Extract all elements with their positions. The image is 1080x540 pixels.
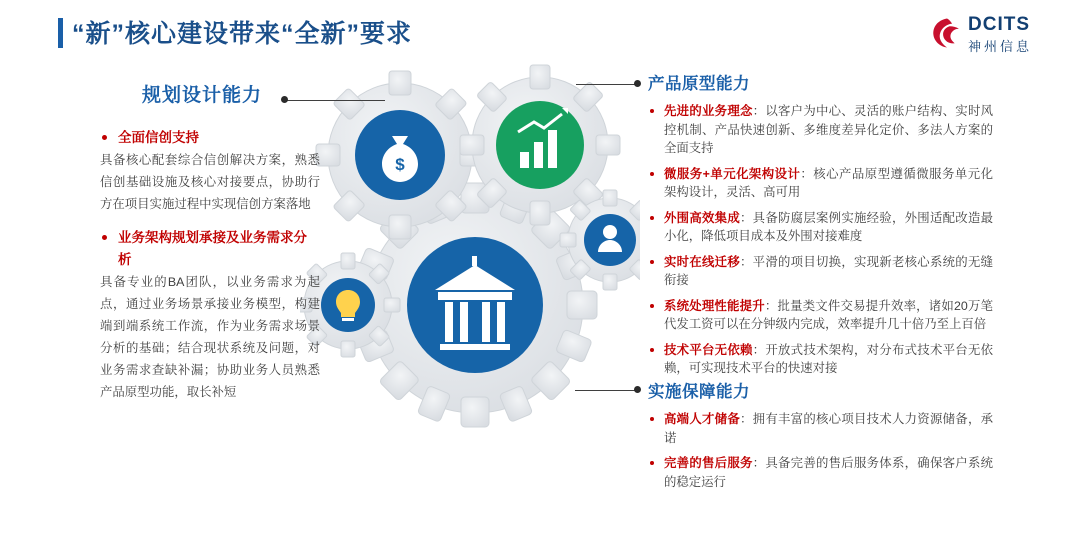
bullet-dot-icon: [650, 216, 654, 220]
product-item-3: [648, 209, 993, 246]
product-item-6-text: ：开放式技术架构，对分布式技术平台无依赖，可实现技术平台的快速对接: [664, 342, 994, 375]
page-title: “新”核心建设带来“全新”要求: [72, 20, 413, 48]
product-item-1-text: ：以客户为中心、灵活的账户结构、实时风控机制、产品快速创新、多维度差异化定价、多法人方案的全面支持: [664, 104, 994, 155]
product-item-2-bold: 微服务+单元化架构设计: [664, 166, 801, 181]
title-accent-bar: [58, 18, 63, 48]
product-item-5-bold: 系统处理性能提升: [664, 298, 765, 313]
left-item-1-title: [100, 127, 320, 149]
implementation-item-1-bold: 高端人才储备: [664, 412, 740, 426]
left-item-1: [100, 127, 320, 215]
bullet-dot-icon: [650, 260, 654, 264]
bullet-dot-icon: [650, 172, 654, 176]
bullet-dot-icon: [650, 461, 654, 465]
connector-bottom-right-node: [634, 386, 641, 393]
bullet-dot-icon: [650, 304, 654, 308]
left-item-2-body: 具备专业的BA团队，以业务需求为起点，通过业务场景承接业务模型，构建端到端系统工作流，作为业务需求场景分析的基础；结合现状系统及问题，对业务需求查缺补漏；协助业务人员熟悉产品原型功能，取长补短: [100, 275, 320, 399]
left-item-2-title-text: 业务架构规划承接及业务需求分析: [118, 230, 307, 267]
product-item-6: [648, 341, 993, 378]
section-product-prototype-heading: 产品原型能力: [648, 75, 750, 93]
left-item-2-title: [100, 227, 320, 271]
product-item-5-text: ：批量类文件交易提升效率，诸如20万笔代发工资可以在分钟级内完成，效率提升几十倍乃至上百倍: [664, 298, 993, 331]
section-implementation-guarantee: [648, 378, 993, 498]
product-item-5: [648, 297, 993, 334]
implementation-item-2-text: ：具备完善的售后服务体系，确保客户系统的稳定运行: [664, 456, 994, 489]
svg-text:$: $: [395, 155, 405, 174]
left-item-1-title-text: 全面信创支持: [118, 130, 199, 145]
connector-top-right-node: [634, 80, 641, 87]
left-item-1-body: 具备核心配套综合信创解决方案，熟悉信创基础设施及核心对接要点，协助行方在项目实施过程中实现信创方案落地: [100, 153, 320, 211]
logo-text-cn: 神州信息: [968, 39, 1033, 54]
product-item-6-bold: 技术平台无依赖: [664, 342, 753, 357]
implementation-item-1-text: ：拥有丰富的核心项目技术人力资源储备，承诺: [664, 412, 994, 445]
left-column: [100, 80, 320, 415]
person-badge-icon: [584, 214, 636, 266]
bar-chart-growth-icon: [496, 101, 584, 189]
product-item-1: [648, 102, 993, 158]
implementation-item-1: [648, 410, 993, 447]
lightbulb-icon: [321, 278, 375, 332]
gears-diagram: [300, 60, 640, 480]
bullet-dot-icon: [650, 348, 654, 352]
product-item-2: [648, 165, 993, 202]
connector-bottom-right: [575, 390, 638, 391]
brand-logo: [930, 14, 1060, 56]
logo-text-en: DCITS: [968, 14, 1030, 35]
section-product-prototype: [648, 70, 993, 385]
section-implementation-heading: 实施保障能力: [648, 383, 750, 401]
bullet-dot-icon: [650, 417, 654, 421]
bullet-dot-icon: [102, 135, 107, 140]
left-heading: 规划设计能力: [142, 85, 263, 106]
bullet-dot-icon: [102, 235, 107, 240]
left-item-2: [100, 227, 320, 403]
implementation-item-2-bold: 完善的售后服务: [664, 456, 753, 470]
product-item-1-bold: 先进的业务理念: [664, 104, 753, 118]
implementation-item-2: [648, 454, 993, 491]
bank-building-icon: [407, 237, 543, 373]
product-item-4-text: ：平滑的项目切换，实现新老核心系统的无缝衔接: [664, 254, 994, 287]
dcits-swirl-icon: [930, 16, 964, 50]
bullet-dot-icon: [650, 109, 654, 113]
money-bag-icon: [355, 110, 445, 200]
title-bar: [0, 0, 1080, 62]
product-item-4-bold: 实时在线迁移: [664, 254, 740, 269]
product-item-3-text: ：具备防腐层案例实施经验，外围适配改造最小化，降低项目成本及外围对接难度: [664, 210, 994, 243]
product-item-3-bold: 外围高效集成: [664, 210, 740, 225]
product-item-4: [648, 253, 993, 290]
connector-top-right: [576, 84, 638, 85]
product-item-2-text: ：核心产品原型遵循微服务单元化架构设计，灵活、高可用: [664, 166, 993, 199]
